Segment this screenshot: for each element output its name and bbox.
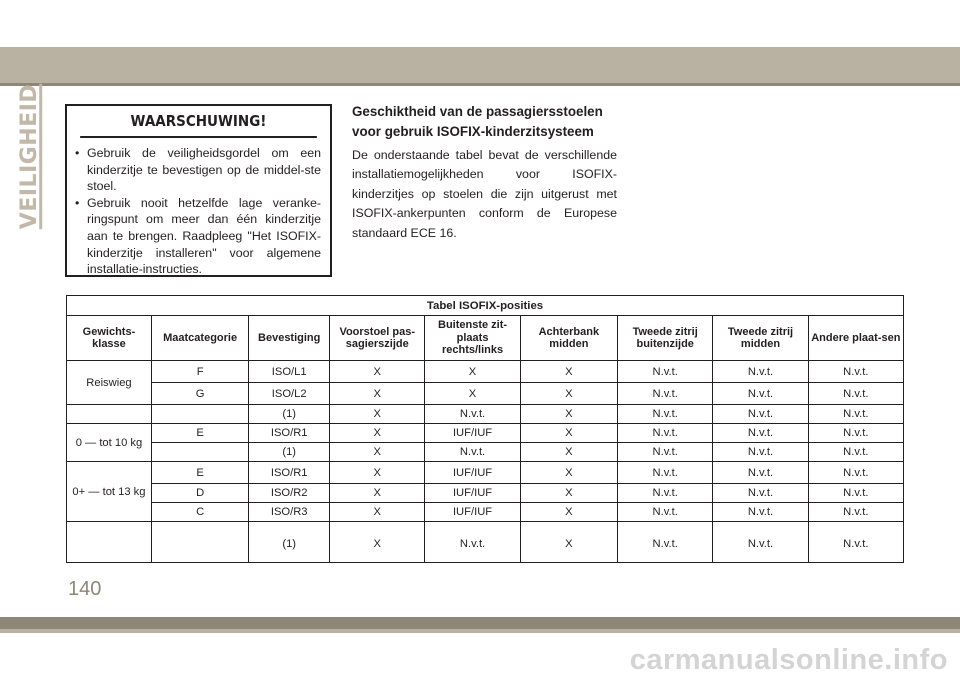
table-cell: (1) (249, 405, 330, 424)
table-cell: N.v.t. (713, 424, 808, 443)
column-header: Andere plaat-sen (808, 316, 903, 361)
section-side-tab-label: VEILIGHEID (17, 83, 43, 229)
page-number: 140 (68, 578, 102, 600)
table-cell: ISO/R1 (249, 424, 330, 443)
section-paragraph: De onderstaande tabel bevat de verschillende installatiemogelijkheden voor ISOFIX-kinderzitjes op stoelen die zijn uitgerust met ISOFIX-ankerpunten conform de Europese standaard ECE 16. (352, 148, 617, 240)
column-header: Tweede zitrij buitenzijde (618, 316, 713, 361)
table-cell: N.v.t. (425, 443, 520, 462)
column-header: Gewichts-klasse (67, 316, 152, 361)
table-row (67, 405, 904, 424)
warning-box (65, 104, 332, 277)
table-cell: X (520, 405, 617, 424)
table-cell: X (520, 522, 617, 563)
table-caption: Tabel ISOFIX-posities (67, 296, 904, 316)
table-row (67, 424, 904, 443)
table-cell: ISO/L1 (249, 361, 330, 383)
table-row (67, 443, 904, 462)
table-cell: X (520, 424, 617, 443)
table-cell: N.v.t. (713, 361, 808, 383)
table-cell (151, 443, 248, 462)
table-cell: X (520, 361, 617, 383)
table-cell: N.v.t. (618, 462, 713, 484)
table-cell: ISO/L2 (249, 383, 330, 405)
table-cell: N.v.t. (808, 484, 903, 503)
table-row (67, 462, 904, 484)
table-cell: X (330, 503, 425, 522)
table-cell: N.v.t. (808, 383, 903, 405)
isofix-table-container (66, 295, 904, 563)
table-row (67, 522, 904, 563)
table-cell: X (425, 361, 520, 383)
warning-item: • Gebruik de veiligheidsgordel om een kinderzitje te bevestigen op de middel-ste stoel. (75, 145, 321, 195)
table-cell: IUF/IUF (425, 424, 520, 443)
table-cell: N.v.t. (713, 405, 808, 424)
table-cell: IUF/IUF (425, 484, 520, 503)
table-cell: N.v.t. (425, 405, 520, 424)
column-header: Buitenste zit-plaats rechts/links (425, 316, 520, 361)
column-header: Bevestiging (249, 316, 330, 361)
table-row (67, 361, 904, 383)
table-cell: N.v.t. (618, 405, 713, 424)
table-cell: N.v.t. (425, 522, 520, 563)
table-cell: X (330, 361, 425, 383)
table-cell: N.v.t. (618, 361, 713, 383)
table-cell: D (151, 484, 248, 503)
column-header: Voorstoel pas-sagierszijde (330, 316, 425, 361)
table-cell: N.v.t. (713, 522, 808, 563)
section-side-tab (10, 83, 50, 229)
table-cell: X (520, 383, 617, 405)
table-cell: E (151, 424, 248, 443)
table-cell: (1) (249, 522, 330, 563)
table-cell: E (151, 462, 248, 484)
table-cell: X (330, 522, 425, 563)
column-header: Tweede zitrij midden (713, 316, 808, 361)
table-cell: X (520, 443, 617, 462)
weight-class-cell: Reiswieg (67, 361, 152, 405)
table-cell: X (520, 503, 617, 522)
table-cell: N.v.t. (713, 462, 808, 484)
table-cell: N.v.t. (808, 462, 903, 484)
table-cell: N.v.t. (618, 443, 713, 462)
table-row (67, 484, 904, 503)
table-cell: N.v.t. (618, 383, 713, 405)
table-cell: X (330, 443, 425, 462)
table-row (67, 383, 904, 405)
table-cell: N.v.t. (713, 383, 808, 405)
column-header: Achterbank midden (520, 316, 617, 361)
table-cell: X (330, 383, 425, 405)
table-cell: N.v.t. (808, 503, 903, 522)
table-cell: N.v.t. (713, 503, 808, 522)
table-cell: X (330, 405, 425, 424)
column-header: Maatcategorie (151, 316, 248, 361)
table-cell: N.v.t. (808, 405, 903, 424)
table-cell (151, 405, 248, 424)
site-watermark: carmanualsonline.info (629, 644, 948, 676)
isofix-positions-table (66, 295, 904, 563)
top-decorative-band (0, 47, 960, 83)
table-cell: F (151, 361, 248, 383)
table-cell: N.v.t. (618, 484, 713, 503)
table-cell: N.v.t. (713, 484, 808, 503)
table-cell: N.v.t. (808, 522, 903, 563)
table-cell: N.v.t. (808, 424, 903, 443)
warning-title: WAARSCHUWING! (80, 106, 317, 138)
table-row (67, 503, 904, 522)
table-cell: X (425, 383, 520, 405)
bottom-decorative-band (0, 617, 960, 629)
table-cell: N.v.t. (808, 443, 903, 462)
table-cell (151, 522, 248, 563)
table-cell (67, 522, 152, 563)
table-cell: IUF/IUF (425, 503, 520, 522)
table-cell: N.v.t. (808, 361, 903, 383)
table-cell: G (151, 383, 248, 405)
table-cell: ISO/R1 (249, 462, 330, 484)
table-cell (67, 405, 152, 424)
table-cell: N.v.t. (713, 443, 808, 462)
weight-class-cell: 0+ — tot 13 kg (67, 462, 152, 522)
table-cell: X (330, 462, 425, 484)
table-cell: (1) (249, 443, 330, 462)
table-cell: ISO/R2 (249, 484, 330, 503)
table-cell: N.v.t. (618, 522, 713, 563)
table-cell: N.v.t. (618, 503, 713, 522)
bottom-decorative-line (0, 629, 960, 633)
table-cell: ISO/R3 (249, 503, 330, 522)
table-cell: X (330, 484, 425, 503)
table-cell: IUF/IUF (425, 462, 520, 484)
weight-class-cell: 0 — tot 10 kg (67, 424, 152, 462)
warning-item: • Gebruik nooit hetzelfde lage veranke-ringspunt om meer dan één kinderzitje aan te brengen. Raadpleeg "Het ISOFIX-kinderzitje installeren" voor algemene installatie-instructies. (75, 195, 321, 278)
top-decorative-line (0, 83, 960, 86)
table-cell: X (520, 462, 617, 484)
table-cell: N.v.t. (618, 424, 713, 443)
warning-list (67, 138, 330, 278)
section-heading: Geschiktheid van de passagiersstoelen voor gebruik ISOFIX-kinderzitsysteem (352, 104, 603, 139)
table-cell: X (330, 424, 425, 443)
table-cell: X (520, 484, 617, 503)
table-cell: C (151, 503, 248, 522)
